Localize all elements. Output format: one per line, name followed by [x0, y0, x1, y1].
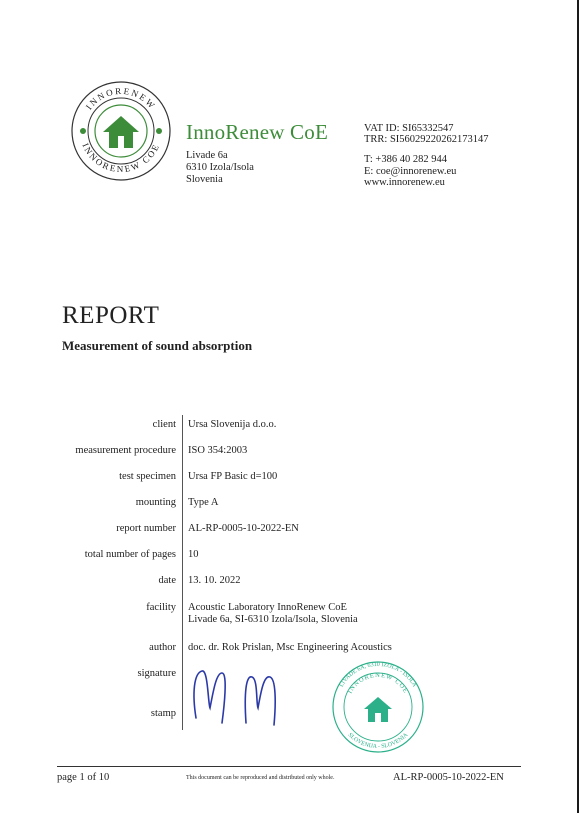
page-edge-line	[577, 0, 579, 813]
organization-address: Livade 6a 6310 Izola/Isola Slovenia	[186, 150, 254, 185]
footer-page-number: page 1 of 10	[57, 772, 110, 783]
stamp-bottom-text: SLOVENIJA - SLOVENIA	[346, 732, 410, 751]
stamp-inner-text: INNORENEW COE	[346, 671, 410, 695]
svg-text:INNORENEW COE: INNORENEW COE	[80, 141, 162, 175]
organization-name: InnoRenew CoE	[186, 120, 328, 144]
report-title: REPORT	[62, 302, 160, 329]
official-stamp	[328, 657, 428, 755]
handwritten-signature	[188, 663, 298, 733]
registration-info: VAT ID: SI65332547 TRR: SI56029220262173147	[364, 123, 489, 145]
footer-distribution-note: This document can be reproduced and distributed only whole.	[186, 775, 335, 781]
report-subtitle: Measurement of sound absorption	[62, 338, 253, 353]
footer-rule	[57, 766, 521, 767]
svg-text:INNORENEW COE	[347, 672, 410, 695]
footer-report-id: AL-RP-0005-10-2022-EN	[393, 772, 504, 783]
contact-info: T: +386 40 282 944 E: coe@innorenew.eu www.innorenew.eu	[364, 154, 457, 188]
svg-text:INNORENEW: INNORENEW	[83, 85, 159, 112]
fields-divider	[182, 415, 183, 730]
innorenew-logo	[70, 80, 172, 182]
stamp-outer-text: LIVADE 6A, 6310 IZOLA - ISOLA	[338, 661, 418, 689]
